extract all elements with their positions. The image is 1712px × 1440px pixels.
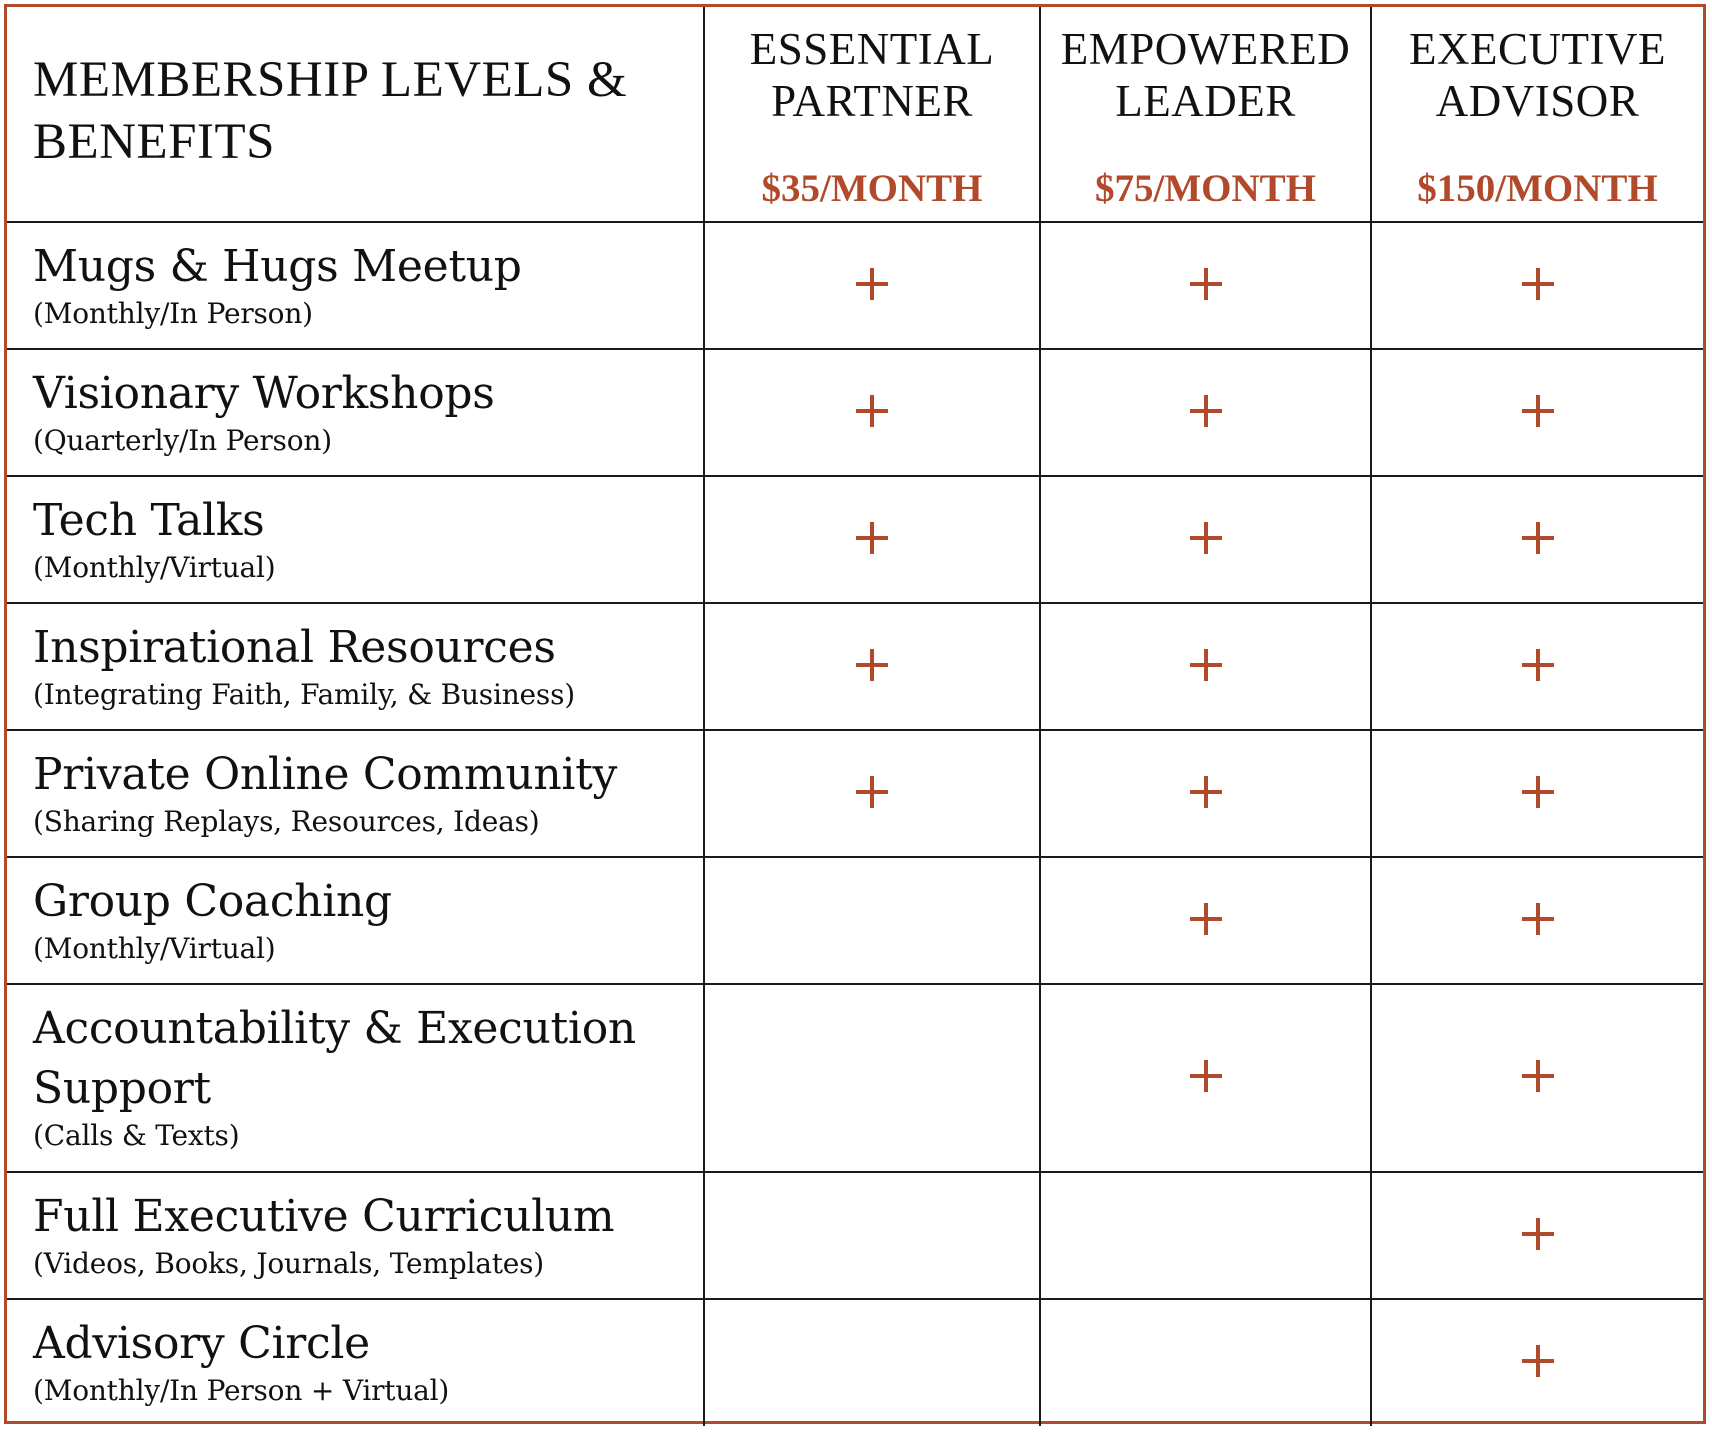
- benefit-detail: (Integrating Faith, Family, & Business): [33, 677, 575, 711]
- essential-partner-cell: [704, 857, 1040, 984]
- benefit-label-cell: [7, 984, 704, 1172]
- benefit-row-visionary-workshops: [7, 349, 1703, 476]
- benefit-detail: (Quarterly/In Person): [33, 423, 332, 457]
- empowered-leader-cell: [1040, 476, 1371, 603]
- plus-icon: [1190, 776, 1222, 808]
- essential-partner-cell: [704, 1172, 1040, 1299]
- executive-advisor-cell: [1371, 1172, 1703, 1299]
- empowered-leader-cell: [1040, 1299, 1371, 1426]
- plus-icon: [1522, 903, 1554, 935]
- executive-advisor-cell: [1371, 222, 1703, 349]
- empowered-leader-cell: [1040, 349, 1371, 476]
- benefit-label-cell: [7, 1172, 704, 1299]
- benefit-detail: (Monthly/Virtual): [33, 550, 276, 584]
- benefit-row-mugs-hugs-meetup: [7, 222, 1703, 349]
- table-title: MEMBERSHIP LEVELS & BENEFITS: [7, 7, 704, 222]
- benefit-detail: (Calls & Texts): [33, 1119, 240, 1152]
- plus-icon: [1522, 395, 1554, 427]
- level-price: $75/MONTH: [1095, 167, 1316, 210]
- executive-advisor-cell: [1371, 603, 1703, 730]
- benefit-name: Full Executive Curriculum: [33, 1190, 615, 1242]
- membership-benefits-table-frame: [4, 4, 1706, 1424]
- plus-icon: [1522, 649, 1554, 681]
- empowered-leader-cell: [1040, 1172, 1371, 1299]
- plus-icon: [1190, 903, 1222, 935]
- benefit-detail: (Videos, Books, Journals, Templates): [33, 1246, 545, 1280]
- executive-advisor-cell: [1371, 1299, 1703, 1426]
- plus-icon: [856, 522, 888, 554]
- benefit-name: Inspirational Resources: [33, 621, 556, 673]
- benefit-name: Mugs & Hugs Meetup: [33, 240, 522, 292]
- level-name: ESSENTIAL PARTNER: [749, 24, 995, 126]
- benefit-name: Private Online Community: [33, 748, 618, 800]
- plus-icon: [1522, 1345, 1554, 1377]
- benefit-label-cell: [7, 476, 704, 603]
- plus-icon: [1190, 522, 1222, 554]
- benefit-detail: (Sharing Replays, Resources, Ideas): [33, 804, 540, 838]
- plus-icon: [1190, 649, 1222, 681]
- benefit-row-inspirational-resources: [7, 603, 1703, 730]
- plus-icon: [856, 268, 888, 300]
- essential-partner-cell: [704, 222, 1040, 349]
- benefit-label-cell: [7, 730, 704, 857]
- level-price: $150/MONTH: [1417, 167, 1658, 210]
- level-price: $35/MONTH: [761, 167, 983, 210]
- plus-icon: [1522, 1218, 1554, 1250]
- benefit-row-full-executive-curriculum: [7, 1172, 1703, 1299]
- level-name: EXECUTIVE ADVISOR: [1409, 24, 1666, 126]
- benefit-label-cell: [7, 1299, 704, 1426]
- plus-icon: [856, 776, 888, 808]
- plus-icon: [1522, 776, 1554, 808]
- empowered-leader-cell: [1040, 603, 1371, 730]
- benefit-name: Group Coaching: [33, 875, 392, 927]
- empowered-leader-cell: [1040, 857, 1371, 984]
- essential-partner-cell: [704, 349, 1040, 476]
- benefit-name: Accountability & Execution Support: [33, 1003, 636, 1114]
- executive-advisor-cell: [1371, 984, 1703, 1172]
- level-essential-partner: [704, 7, 1040, 222]
- essential-partner-cell: [704, 476, 1040, 603]
- plus-icon: [1190, 395, 1222, 427]
- header-row: [7, 7, 1703, 222]
- executive-advisor-cell: [1371, 857, 1703, 984]
- plus-icon: [856, 395, 888, 427]
- plus-icon: [1522, 268, 1554, 300]
- plus-icon: [1190, 1060, 1222, 1092]
- plus-icon: [1522, 1060, 1554, 1092]
- plus-icon: [1190, 268, 1222, 300]
- level-empowered-leader: [1040, 7, 1371, 222]
- benefit-row-advisory-circle: [7, 1299, 1703, 1426]
- essential-partner-cell: [704, 730, 1040, 857]
- plus-icon: [1522, 522, 1554, 554]
- empowered-leader-cell: [1040, 984, 1371, 1172]
- benefit-label-cell: [7, 222, 704, 349]
- benefit-row-accountability-execution-support: [7, 984, 1703, 1172]
- benefit-name: Tech Talks: [33, 494, 265, 546]
- benefit-detail: (Monthly/Virtual): [33, 931, 276, 965]
- benefit-label-cell: [7, 349, 704, 476]
- essential-partner-cell: [704, 1299, 1040, 1426]
- level-name: EMPOWERED LEADER: [1060, 24, 1351, 126]
- executive-advisor-cell: [1371, 730, 1703, 857]
- benefit-row-private-online-community: [7, 730, 1703, 857]
- benefit-name: Visionary Workshops: [33, 367, 495, 419]
- plus-icon: [856, 649, 888, 681]
- benefit-row-tech-talks: [7, 476, 1703, 603]
- executive-advisor-cell: [1371, 349, 1703, 476]
- empowered-leader-cell: [1040, 730, 1371, 857]
- benefit-label-cell: [7, 857, 704, 984]
- benefit-name: Advisory Circle: [33, 1318, 370, 1369]
- empowered-leader-cell: [1040, 222, 1371, 349]
- benefit-detail: (Monthly/In Person + Virtual): [33, 1374, 450, 1407]
- level-executive-advisor: [1371, 7, 1703, 222]
- essential-partner-cell: [704, 603, 1040, 730]
- essential-partner-cell: [704, 984, 1040, 1172]
- benefit-row-group-coaching: [7, 857, 1703, 984]
- benefit-label-cell: [7, 603, 704, 730]
- membership-benefits-table: [7, 7, 1703, 1426]
- executive-advisor-cell: [1371, 476, 1703, 603]
- benefit-detail: (Monthly/In Person): [33, 296, 313, 330]
